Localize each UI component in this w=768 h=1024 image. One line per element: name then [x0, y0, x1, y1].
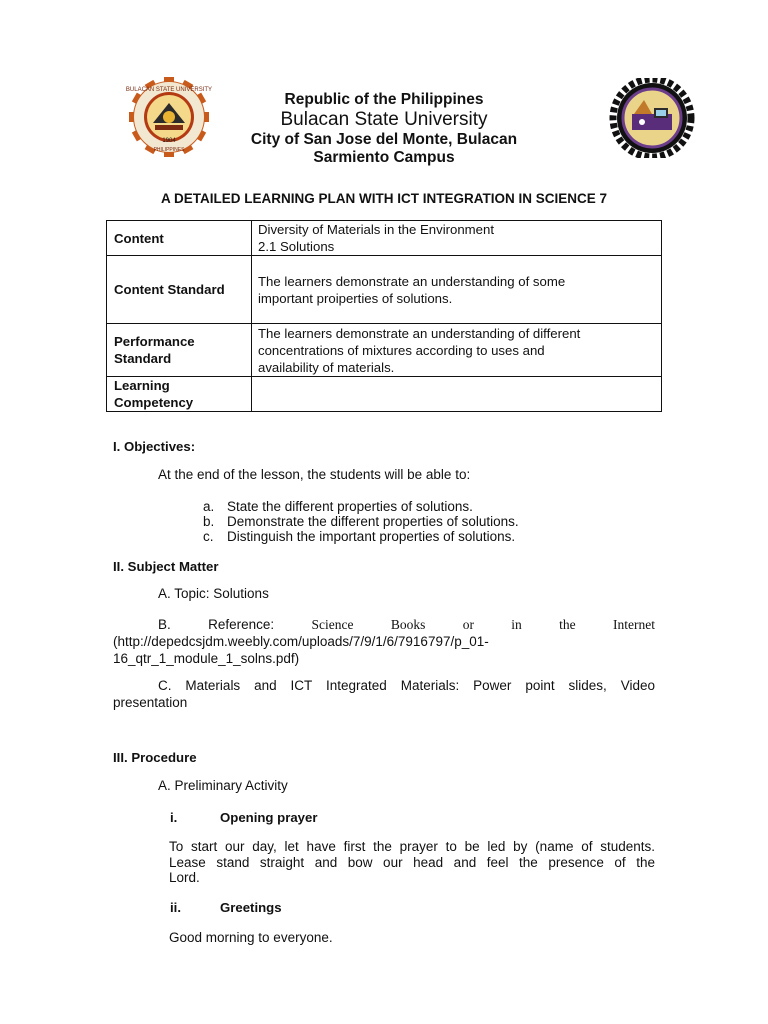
content-value — [252, 221, 662, 256]
materials-line1: C. Materials and ICT Integrated Materials: Power point slides, Video — [158, 678, 655, 693]
materials-line2: presentation — [113, 695, 188, 710]
list-marker: b. — [203, 514, 215, 529]
prayer-line3: Lord. — [169, 870, 200, 885]
step2-marker: ii. — [170, 900, 181, 915]
content-standard-value — [252, 256, 662, 324]
prayer-line2: Lease stand straight and bow our head and feel the presence of the — [169, 854, 655, 870]
left-logo-text-top: BULACAN STATE UNIVERSITY — [125, 87, 213, 93]
content-standard-line2: important proiperties of solutions. — [258, 290, 453, 306]
list-marker: c. — [203, 529, 214, 544]
step2-title: Greetings — [220, 900, 282, 915]
reference-line3: 16_qtr_1_module_1_solns.pdf) — [113, 651, 300, 666]
performance-line3: availability of materials. — [258, 359, 395, 375]
prayer-line1: To start our day, let have first the prayer to be led by (name of students. — [169, 839, 655, 854]
objectives-heading: I. Objectives: — [113, 439, 196, 454]
left-logo-text-bottom: PHILIPPINES — [153, 147, 185, 153]
learning-competency-value — [252, 377, 662, 412]
table-row — [107, 221, 662, 256]
list-text: State the different properties of solutions. — [227, 499, 473, 514]
prayer-text — [169, 839, 655, 886]
header-university: Bulacan State University — [280, 109, 488, 130]
list-item — [203, 529, 515, 544]
ref-word: Reference: — [208, 617, 275, 632]
competency-label-line1: Learning — [114, 378, 170, 393]
header-city: City of San Jose del Monte, Bulacan — [250, 131, 518, 148]
ref-word: the — [559, 617, 576, 632]
ref-word: B. — [158, 617, 171, 632]
lesson-info-table — [106, 220, 662, 412]
reference-line2: (http://depedcsjdm.weebly.com/uploads/7/9/1/6/7916797/p_01- — [113, 634, 489, 649]
ref-word: Books — [390, 617, 426, 632]
content-label: Content — [107, 221, 252, 256]
list-text: Demonstrate the different properties of solutions. — [227, 514, 519, 529]
subject-matter-heading: II. Subject Matter — [113, 559, 219, 574]
reference-line1 — [113, 616, 655, 633]
learning-competency-label — [107, 377, 252, 412]
campus-seal-icon — [605, 78, 699, 158]
procedure-heading: III. Procedure — [113, 750, 197, 765]
performance-line2: concentrations of mixtures according to uses and — [258, 342, 545, 358]
table-row — [107, 377, 662, 412]
content-standard-line1: The learners demonstrate an understanding of some — [258, 273, 566, 289]
header-republic: Republic of the Philippines — [284, 91, 484, 108]
header-campus: Sarmiento Campus — [313, 149, 455, 166]
table-row — [107, 324, 662, 377]
step1-title: Opening prayer — [220, 810, 318, 825]
ref-word: Science — [311, 617, 354, 632]
list-text: Distinguish the important properties of solutions. — [227, 529, 516, 544]
left-logo-year: 1904 — [162, 138, 176, 144]
preliminary-activity: A. Preliminary Activity — [158, 778, 288, 793]
list-item — [203, 514, 519, 529]
performance-label-line1: Performance — [114, 334, 195, 349]
performance-line1: The learners demonstrate an understanding of different — [258, 325, 581, 341]
table-row — [107, 256, 662, 324]
ref-word: Internet — [612, 617, 655, 632]
performance-label-line2: Standard — [114, 351, 172, 366]
greetings-text: Good morning to everyone. — [169, 930, 333, 945]
topic-line: A. Topic: Solutions — [158, 586, 269, 601]
materials-block — [113, 677, 655, 711]
list-marker: a. — [203, 499, 215, 514]
step1-marker: i. — [170, 810, 178, 825]
performance-standard-value — [252, 324, 662, 377]
list-item — [203, 499, 473, 514]
ref-word: in — [511, 617, 522, 632]
document-title: A DETAILED LEARNING PLAN WITH ICT INTEGRATION IN SCIENCE 7 — [160, 191, 607, 206]
content-value-line2: 2.1 Solutions — [258, 239, 335, 254]
content-value-line1: Diversity of Materials in the Environment — [258, 222, 494, 237]
objectives-intro: At the end of the lesson, the students will be able to: — [158, 467, 471, 482]
competency-label-line2: Competency — [114, 395, 194, 410]
content-standard-label: Content Standard — [107, 256, 252, 324]
performance-standard-label — [107, 324, 252, 377]
reference-block — [113, 616, 655, 667]
ref-word: or — [462, 617, 474, 632]
